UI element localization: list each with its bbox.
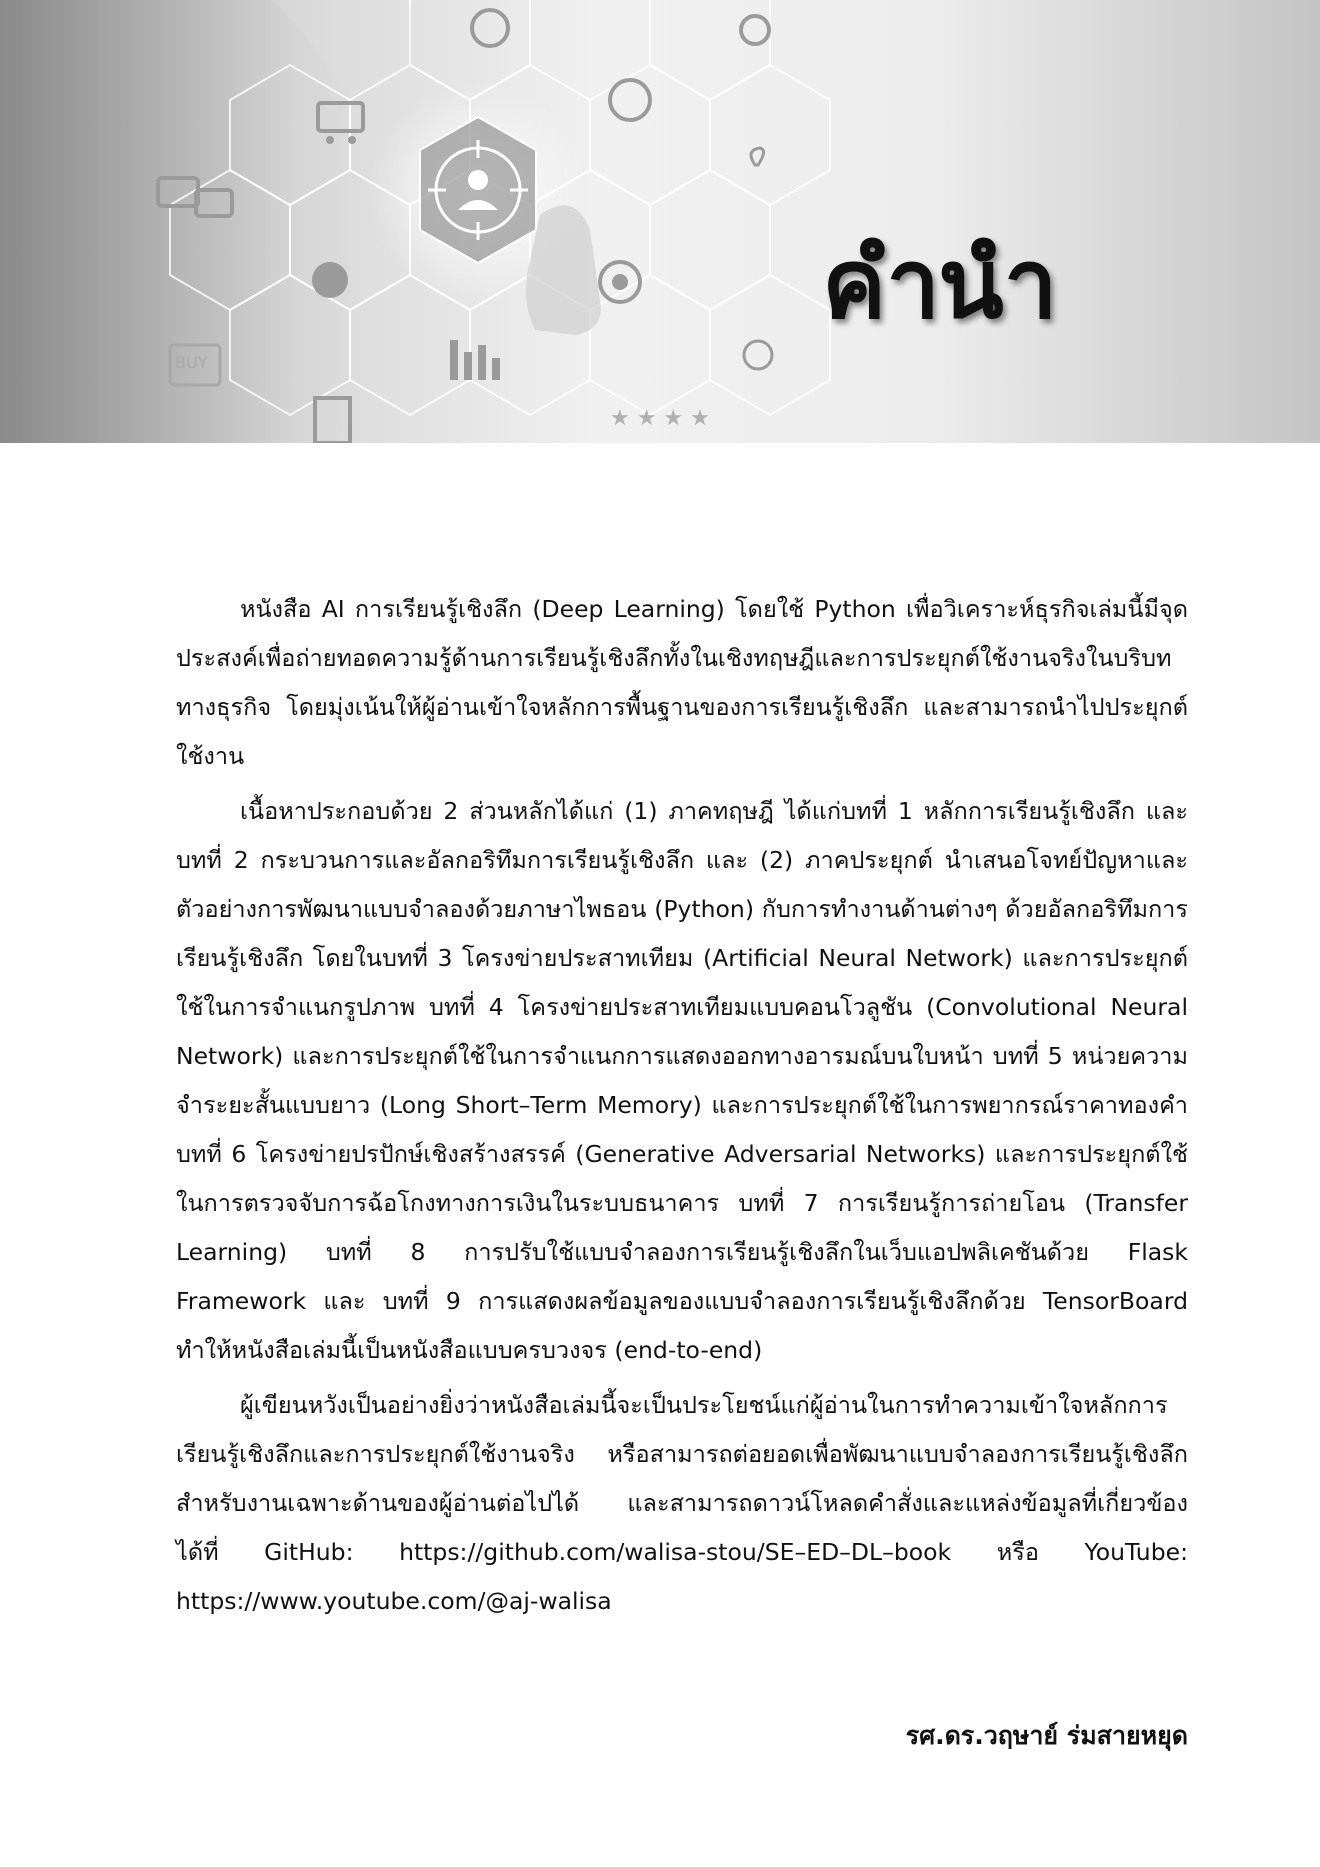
- buy-label: BUY: [175, 353, 208, 372]
- hexagon-network-illustration: [0, 0, 1320, 443]
- paragraph-2: เนื้อหาประกอบด้วย 2 ส่วนหลักได้แก่ (1) ภาคทฤษฎี ได้แก่บทที่ 1 หลักการเรียนรู้เชิงลึก และบทที่ 2 กระบวนการและอัลกอริทึมการเรียนรู้เชิงลึก และ (2) ภาคประยุกต์ นำเสนอโจทย์ปัญหาและตัวอย่างการพัฒนาแบบจำลองด้วยภาษาไพธอน (Python) กับการทำงานด้านต่างๆ ด้วยอัลกอริทึมการเรียนรู้เชิงลึก โดยในบทที่ 3 โครงข่ายประสาทเทียม (Artificial Neural Network) และการประยุกต์ใช้ในการจำแนกรูปภาพ บทที่ 4 โครงข่ายประสาทเทียมแบบคอนโวลูชัน (Convolutional Neural Network) และการประยุกต์ใช้ในการจำแนกการแสดงออกทางอารมณ์บนใบหน้า บทที่ 5 หน่วยความจำระยะสั้นแบบยาว (Long Short–Term Memory) และการประยุกต์ใช้ในการพยากรณ์ราคาทองคำ บทที่ 6 โครงข่ายปรปักษ์เชิงสร้างสรรค์ (Generative Adversarial Networks) และการประยุกต์ใช้ในการตรวจจับการฉ้อโกงทางการเงินในระบบธนาคาร บทที่ 7 การเรียนรู้การถ่ายโอน (Transfer Learning) บทที่ 8 การปรับใช้แบบจำลองการเรียนรู้เชิงลึกในเว็บแอปพลิเคชันด้วย Flask Framework และ บทที่ 9 การแสดงผลข้อมูลของแบบจำลองการเรียนรู้เชิงลึกด้วย TensorBoard ทำให้หนังสือเล่มนี้เป็นหนังสือแบบครบวงจร (end-to-end): [176, 797, 1188, 1364]
- author-signature: รศ.ดร.วฤษาย์ ร่มสายหยุด: [905, 1721, 1188, 1750]
- svg-text:★ ★ ★ ★: ★ ★ ★ ★: [610, 406, 710, 431]
- paragraph-1: หนังสือ AI การเรียนรู้เชิงลึก (Deep Learning) โดยใช้ Python เพื่อวิเคราะห์ธุรกิจเล่มนี้มีจุดประสงค์เพื่อถ่ายทอดความรู้ด้านการเรียนรู้เชิงลึกทั้งในเชิงทฤษฎีและการประยุกต์ใช้งานจริงในบริบททางธุรกิจ โดยมุ่งเน้นให้ผู้อ่านเข้าใจหลักการพื้นฐานของการเรียนรู้เชิงลึก และสามารถนำไปประยุกต์ใช้งาน: [176, 595, 1188, 770]
- page-title: คำนำ: [822, 228, 1056, 340]
- preface-body: [176, 585, 1188, 1632]
- header-banner: [0, 0, 1320, 443]
- paragraph-3: ผู้เขียนหวังเป็นอย่างยิ่งว่าหนังสือเล่มนี้จะเป็นประโยชน์แก่ผู้อ่านในการทำความเข้าใจหลักการเรียนรู้เชิงลึกและการประยุกต์ใช้งานจริง หรือสามารถต่อยอดเพื่อพัฒนาแบบจำลองการเรียนรู้เชิงลึกสำหรับงานเฉพาะด้านของผู้อ่านต่อไปได้ และสามารถดาวน์โหลดคำสั่งและแหล่งข้อมูลที่เกี่ยวข้องได้ที่ GitHub: https://github.com/walisa-stou/SE–ED–DL–book หรือ YouTube: https://www.youtube.com/@aj-walisa: [176, 1391, 1188, 1615]
